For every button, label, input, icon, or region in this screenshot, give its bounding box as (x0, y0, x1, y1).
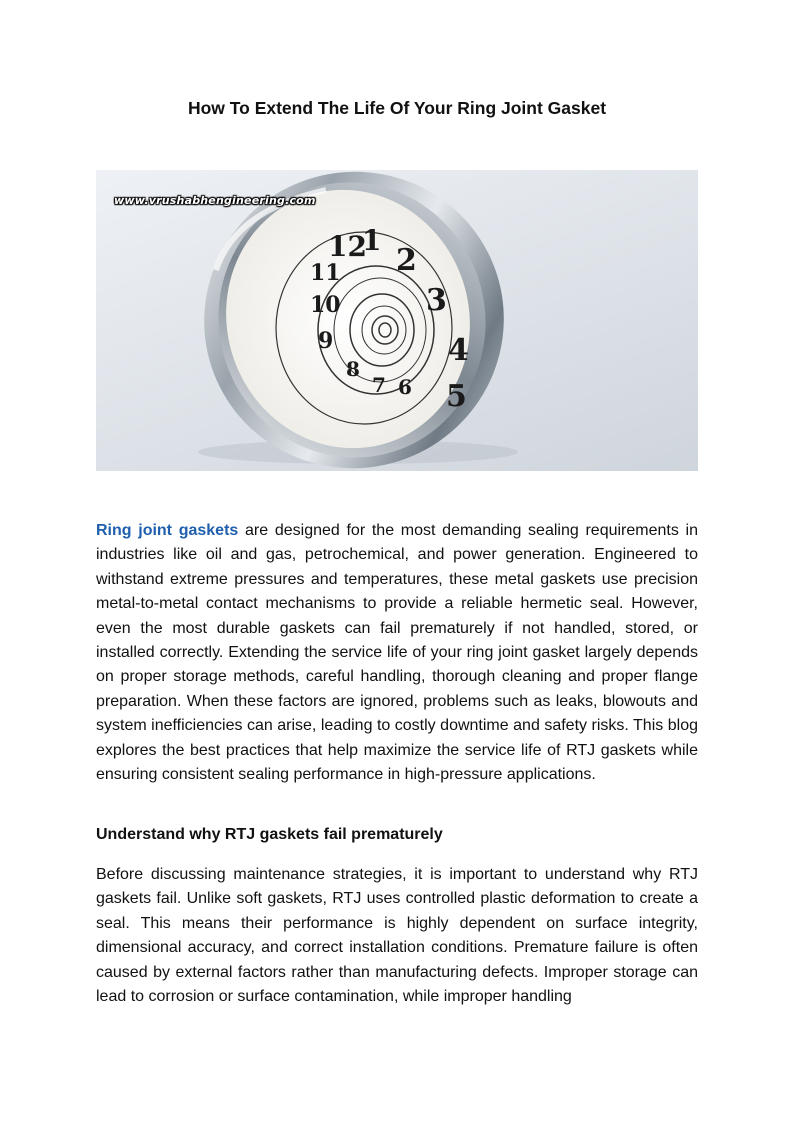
ring-gasket-illustration (96, 170, 698, 471)
clock-number: 2 (396, 243, 417, 278)
watermark-text: www.vrushabhengineering.com (114, 194, 316, 207)
clock-number: 10 (310, 292, 341, 318)
document-title: How To Extend The Life Of Your Ring Joint Gasket (187, 98, 607, 118)
clock-number: 3 (426, 283, 447, 318)
clock-number: 4 (448, 333, 469, 368)
clock-number: 1 (362, 224, 382, 257)
clock-number: 6 (398, 375, 412, 399)
clock-number: 7 (372, 373, 386, 397)
clock-number: 9 (318, 328, 334, 354)
intro-paragraph (96, 519, 698, 787)
hero-image (96, 170, 698, 471)
clock-number: 11 (310, 260, 341, 286)
section-heading: Understand why RTJ gaskets fail prematurely (96, 826, 443, 843)
intro-text: are designed for the most demanding sealing requirements in industries like oil and gas, petrochemical, and power generation. Engineered to withstand extreme pressures and temperatures, these metal gaskets use precision metal-to-metal contact mechanisms to provide a reliable hermetic seal. However, even the most durable gaskets can fail prematurely if not handled, stored, or installed correctly. Extending the service life of your ring joint gasket largely depends on proper storage methods, careful handling, thorough cleaning and proper flange preparation. When these factors are ignored, problems such as leaks, blowouts and system inefficiencies can arise, leading to costly downtime and safety risks. This blog explores the best practices that help maximize the service life of RTJ gaskets while ensuring consistent sealing performance in high-pressure applications. (96, 522, 698, 784)
clock-number: 5 (446, 379, 467, 414)
clock-number: 8 (346, 357, 360, 381)
section-paragraph: Before discussing maintenance strategies, it is important to understand why RTJ gaskets fail. Unlike soft gaskets, RTJ uses controlled plastic deformation to create a seal. This means their performance is highly dependent on surface integrity, dimensional accuracy, and correct installation conditions. Premature failure is often caused by external factors rather than manufacturing defects. Improper storage can lead to corrosion or surface contamination, while improper handling (96, 866, 698, 1006)
ring-joint-gaskets-link[interactable]: Ring joint gaskets (96, 522, 239, 539)
clock-number: 12 (328, 230, 367, 263)
